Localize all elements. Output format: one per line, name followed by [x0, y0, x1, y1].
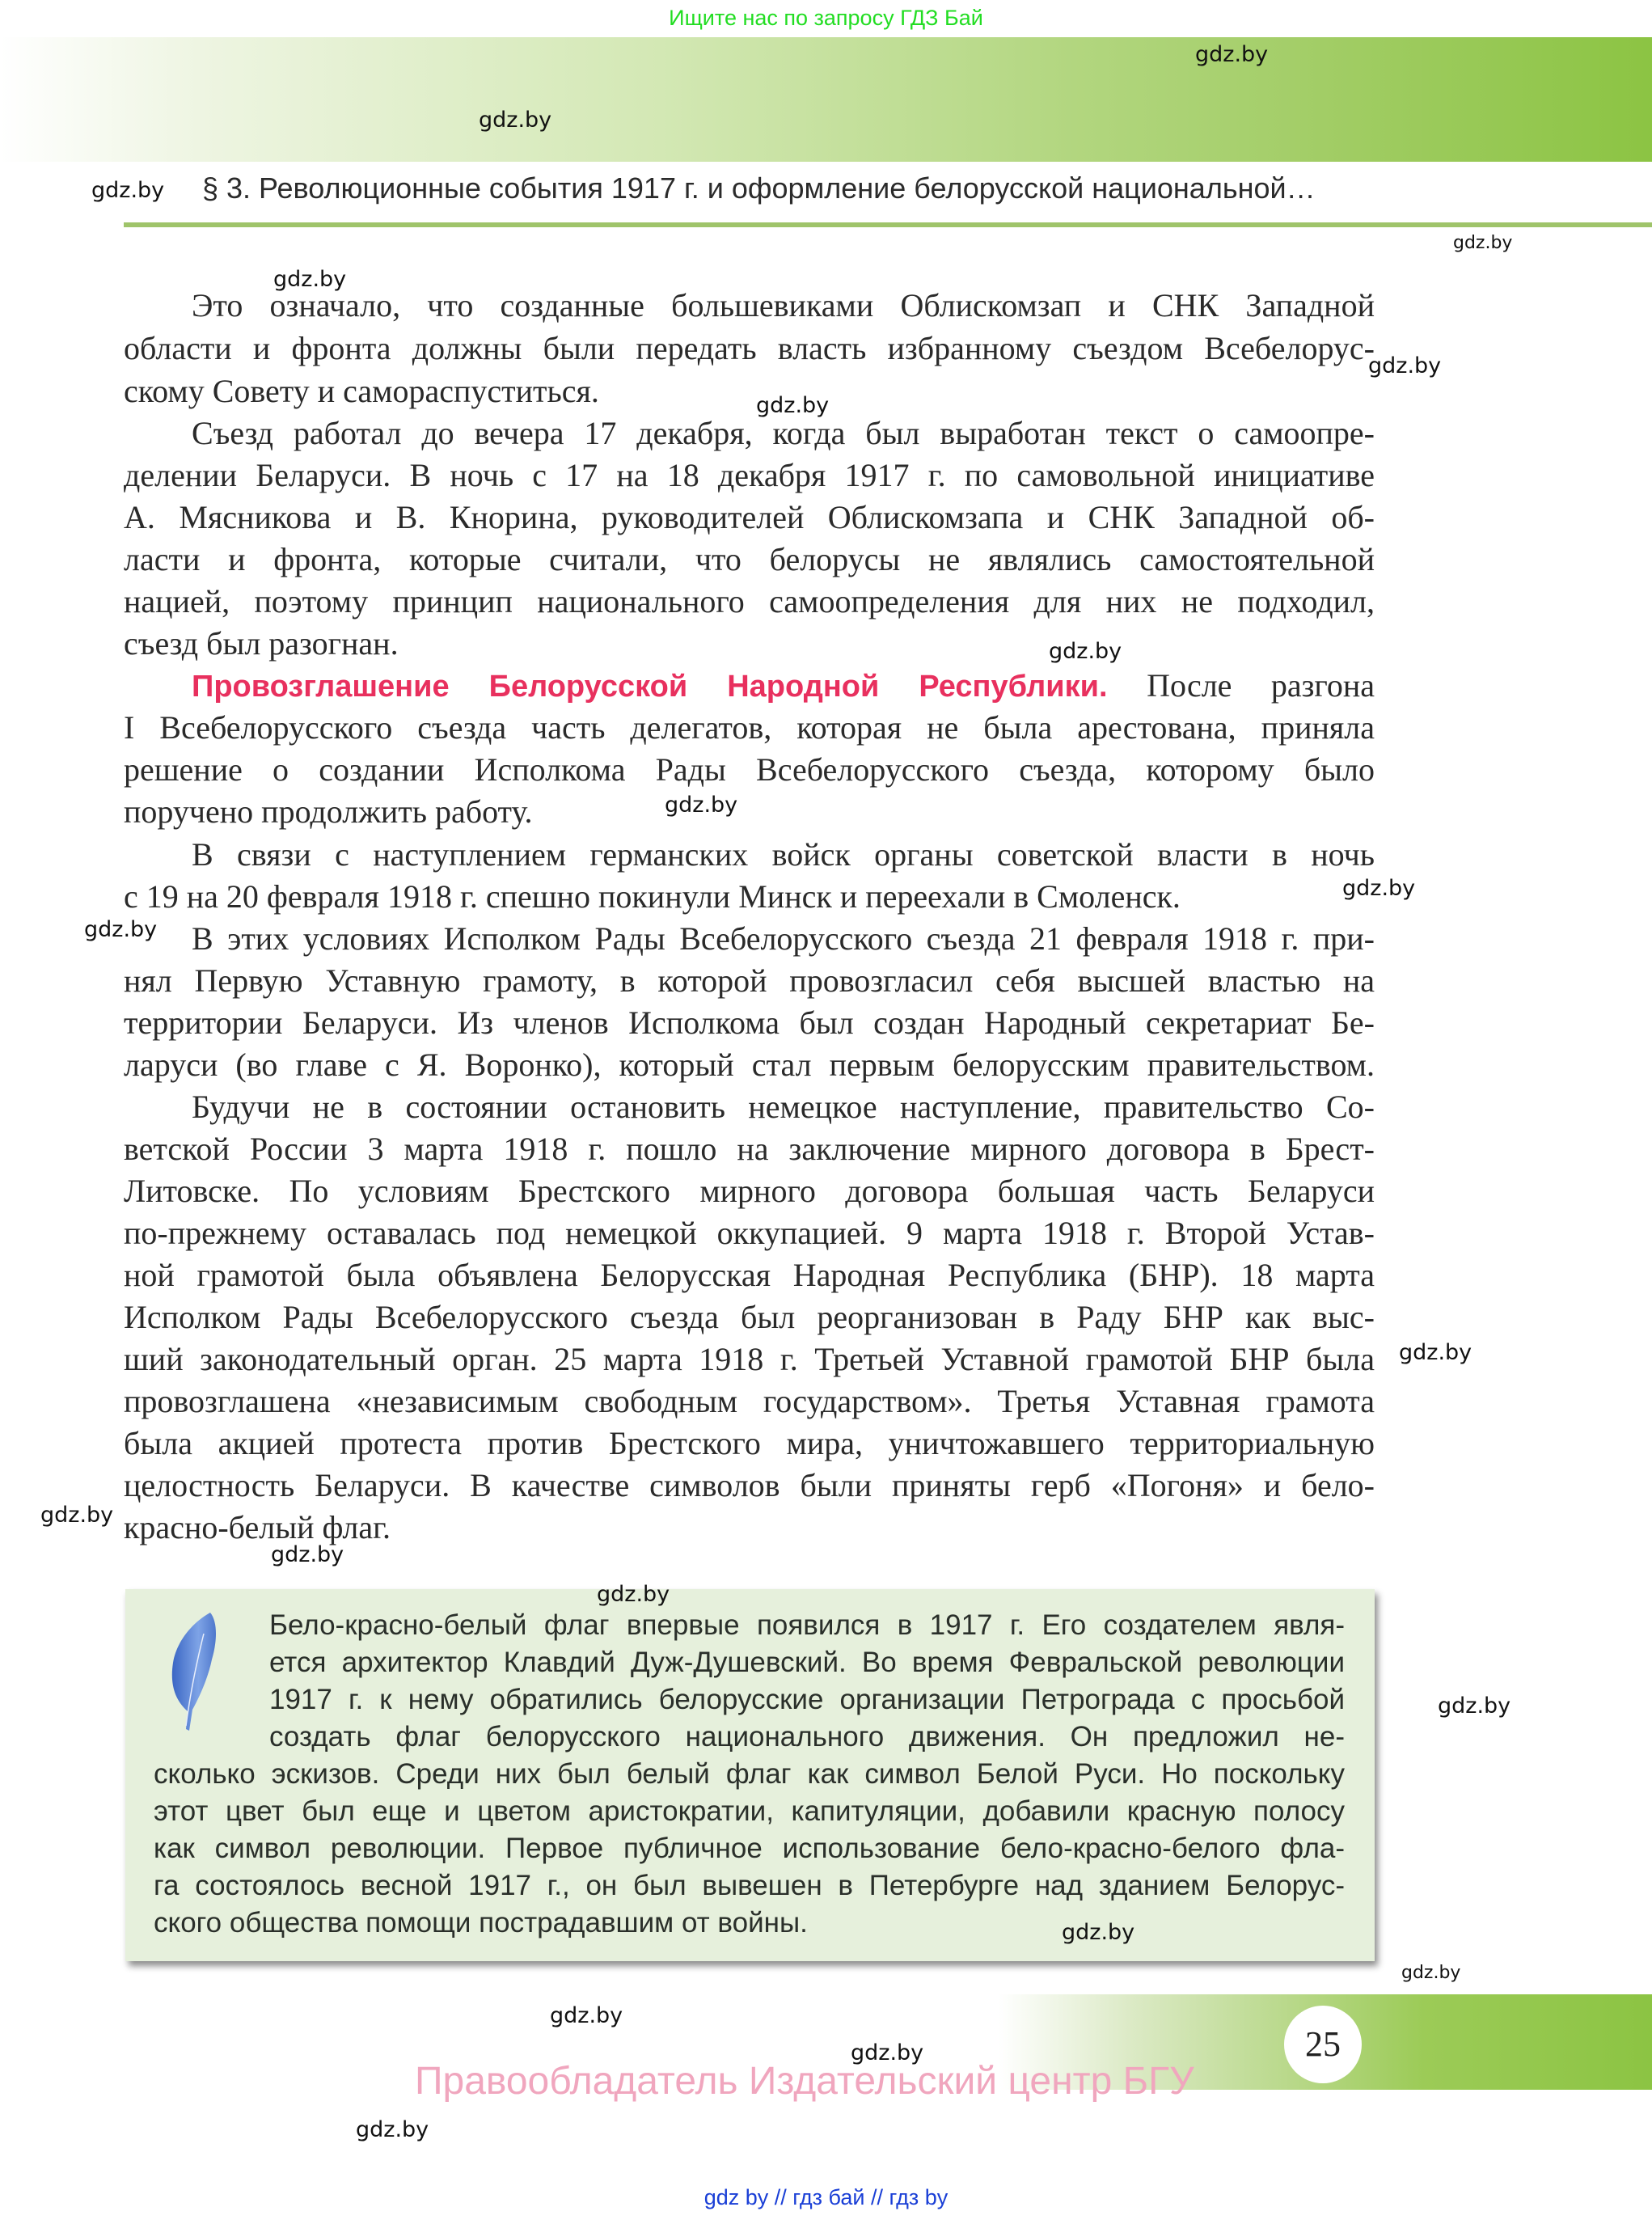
note-line: создать флаг белорусского национального движения. Он предложил не-: [269, 1721, 1345, 1753]
text-line: Исполком Рады Всебелорусского съезда был реорганизован в Раду БНР как выс-: [124, 1299, 1375, 1335]
text-line: поручено продолжить работу.: [124, 793, 533, 830]
text-line: решение о создании Исполкома Рады Всебелорусского съезда, которому было: [124, 751, 1375, 788]
note-line: этот цвет был еще и цветом аристократии, капитуляции, добавили красную полосу: [154, 1795, 1345, 1827]
text-line: территории Беларуси. Из членов Исполкома был создан Народный секретариат Бе-: [124, 1004, 1375, 1041]
text-line: целостность Беларуси. В качестве символов были приняты герб «Погоня» и бело-: [124, 1467, 1375, 1503]
watermark: gdz.by: [1438, 1693, 1511, 1719]
text-line: В этих условиях Исполком Рады Всебелорусского съезда 21 февраля 1918 г. при-: [192, 920, 1375, 957]
watermark: gdz.by: [665, 793, 738, 818]
watermark: gdz.by: [1453, 233, 1513, 253]
text-line: [192, 665, 1375, 707]
watermark: gdz.by: [356, 2117, 429, 2142]
note-line: сколько эскизов. Среди них был белый флаг как символ Белой Руси. Но поскольку: [154, 1758, 1345, 1790]
watermark: gdz.by: [550, 2003, 623, 2028]
text-line: нацией, поэтому принцип национального самоопределения для них не подходил,: [124, 583, 1375, 619]
watermark: gdz.by: [1195, 42, 1269, 67]
watermark: gdz.by: [1368, 353, 1442, 378]
watermark: gdz.by: [271, 1542, 344, 1567]
text-line: ларуси (во главе с Я. Воронко), который стал первым белорусским правительством.: [124, 1046, 1375, 1083]
text-line: В связи с наступлением германских войск органы советской власти в ночь: [192, 836, 1375, 873]
text-line: провозглашена «независимым свободным государством». Третья Уставная грамота: [124, 1383, 1375, 1419]
text-line: Съезд работал до вечера 17 декабря, когда был выработан текст о самоопре-: [192, 415, 1375, 451]
watermark: gdz.by: [851, 2040, 924, 2065]
copyright-notice: Правообладатель Издательский центр БГУ: [415, 2060, 1194, 2103]
watermark: gdz.by: [91, 178, 165, 203]
text-line: I Всебелорусского съезда часть делегатов, которая не была арестована, приняла: [124, 709, 1375, 746]
watermark: gdz.by: [1049, 639, 1122, 664]
watermark: gdz.by: [1062, 1920, 1135, 1945]
text-line: красно-белый флаг.: [124, 1509, 391, 1545]
text-line: делении Беларуси. В ночь с 17 на 18 декабря 1917 г. по самовольной инициативе: [124, 457, 1375, 493]
text-line: ветской России 3 марта 1918 г. пошло на заключение мирного договора в Брест-: [124, 1131, 1375, 1167]
text-line: Будучи не в состоянии остановить немецкое наступление, правительство Со-: [192, 1089, 1375, 1125]
watermark: gdz.by: [1399, 1340, 1472, 1365]
text-fragment: После разгона: [1147, 667, 1375, 704]
text-line: А. Мясникова и В. Кнорина, руководителей Облискомзапа и СНК Западной об-: [124, 499, 1375, 535]
watermark: gdz.by: [479, 108, 552, 133]
watermark: gdz.by: [1342, 876, 1416, 901]
watermark: gdz.by: [40, 1503, 114, 1528]
header-rule: [124, 222, 1652, 227]
note-line: ется архитектор Клавдий Дуж-Душевский. Во время Февральской революции: [269, 1647, 1345, 1678]
page-number: 25: [1284, 2006, 1362, 2083]
watermark: gdz.by: [273, 267, 347, 292]
text-line: скому Совету и самораспуститься.: [124, 373, 599, 409]
watermark: gdz.by: [756, 393, 830, 418]
text-line: Это означало, что созданные большевиками Облискомзап и СНК Западной: [192, 287, 1375, 323]
text-line: нял Первую Уставную грамоту, в которой провозгласил себя высшей властью на: [124, 962, 1375, 999]
text-line: области и фронта должны были передать власть избранному съездом Всебелорус-: [124, 330, 1375, 366]
watermark: gdz.by: [84, 917, 158, 942]
text-line: ной грамотой была объявлена Белорусская Народная Республика (БНР). 18 марта: [124, 1257, 1375, 1293]
text-line: по-прежнему оставалась под немецкой оккупацией. 9 марта 1918 г. Второй Устав-: [124, 1215, 1375, 1251]
text-line: Литовске. По условиям Брестского мирного договора большая часть Беларуси: [124, 1173, 1375, 1209]
note-line: Бело-красно-белый флаг впервые появился в 1917 г. Его создателем явля-: [269, 1609, 1345, 1641]
text-line: ласти и фронта, которые считали, что белорусы не являлись самостоятельной: [124, 541, 1375, 577]
header-band: [0, 37, 1652, 162]
search-banner: Ищите нас по запросу ГДЗ Бай: [669, 6, 983, 30]
watermark: gdz.by: [597, 1582, 670, 1607]
bottom-links[interactable]: gdz by // гдз бай // гдз by: [703, 2185, 949, 2209]
watermark: gdz.by: [1401, 1963, 1461, 1983]
note-line: как символ революции. Первое публичное использование бело-красно-белого фла-: [154, 1833, 1345, 1864]
feather-icon: [168, 1611, 222, 1732]
chapter-title: § 3. Революционные события 1917 г. и оформление белорусской национальной…: [202, 171, 1316, 205]
text-line: с 19 на 20 февраля 1918 г. спешно покинули Минск и переехали в Смоленск.: [124, 878, 1181, 915]
text-line: была акцией протеста против Брестского мира, уничтожавшего территориальную: [124, 1425, 1375, 1461]
text-line: ший законодательный орган. 25 марта 1918 г. Третьей Уставной грамотой БНР была: [124, 1341, 1375, 1377]
note-line: ского общества помощи пострадавшим от войны.: [154, 1907, 808, 1939]
text-line: съезд был разогнан.: [124, 625, 399, 662]
note-line: 1917 г. к нему обратились белорусские организации Петрограда с просьбой: [269, 1684, 1345, 1715]
note-line: га состоялось весной 1917 г., он был вывешен в Петербурге над зданием Белорус-: [154, 1870, 1345, 1901]
section-heading: Провозглашение Белорусской Народной Республики.: [192, 670, 1108, 704]
